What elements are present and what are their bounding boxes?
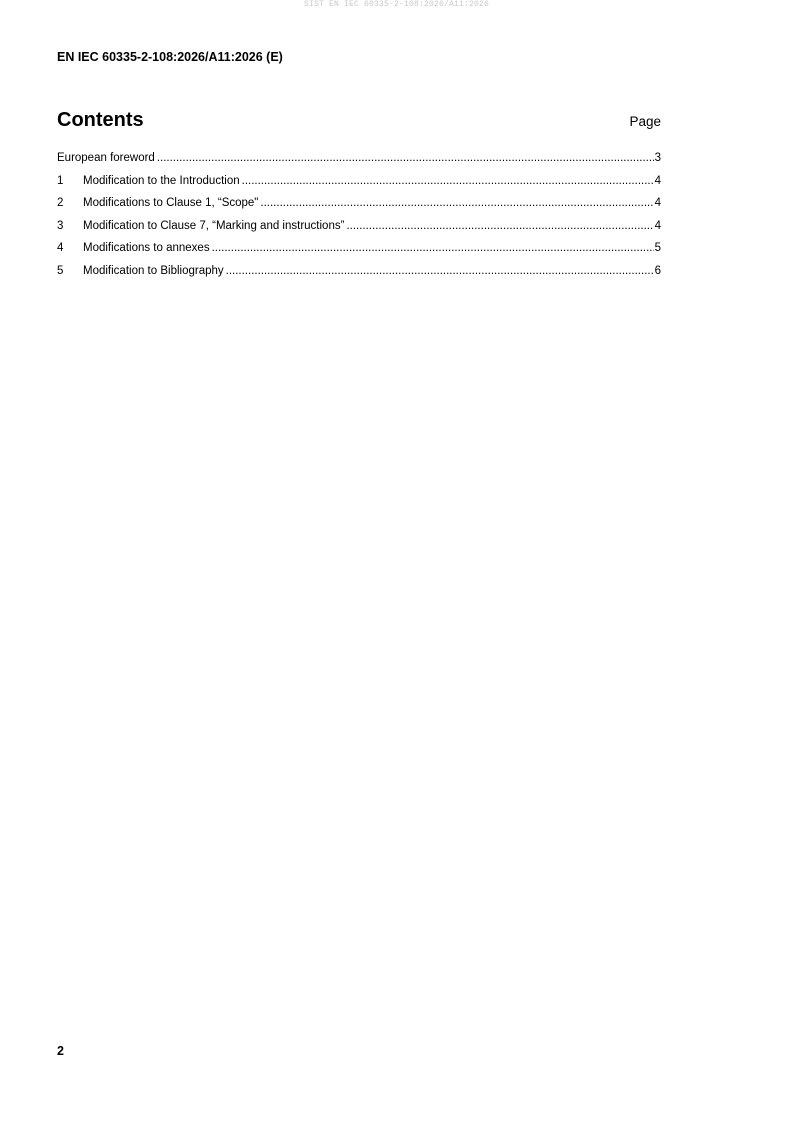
dot-leader bbox=[346, 218, 653, 234]
toc-entry-2[interactable] bbox=[57, 195, 661, 218]
contents-header bbox=[57, 107, 661, 133]
dot-leader bbox=[226, 263, 654, 279]
watermark: SIST EN IEC 60335-2-108:2026/A11:2026 bbox=[303, 0, 490, 9]
dot-leader bbox=[242, 173, 654, 189]
toc-entry-4[interactable] bbox=[57, 240, 661, 263]
table-of-contents bbox=[57, 150, 661, 286]
toc-entry-page: 4 bbox=[654, 174, 661, 187]
toc-entry-title: Modification to Clause 7, “Marking and instructions” bbox=[83, 219, 345, 232]
toc-entry-european-foreword[interactable] bbox=[57, 150, 661, 173]
toc-entry-title: Modification to Bibliography bbox=[83, 264, 224, 277]
toc-entry-number: 3 bbox=[57, 219, 64, 232]
toc-entry-title: European foreword bbox=[57, 152, 155, 164]
toc-entry-1[interactable] bbox=[57, 173, 661, 196]
dot-leader bbox=[157, 150, 654, 166]
toc-entry-title: Modification to the Introduction bbox=[83, 174, 240, 187]
page-number: 2 bbox=[57, 1044, 64, 1058]
toc-entry-5[interactable] bbox=[57, 263, 661, 286]
toc-entry-number: 1 bbox=[57, 174, 64, 187]
toc-entry-title: Modifications to Clause 1, “Scope" bbox=[83, 197, 259, 210]
dot-leader bbox=[212, 240, 654, 256]
toc-entry-page: 6 bbox=[654, 264, 661, 277]
toc-entry-page: 4 bbox=[654, 219, 661, 232]
toc-entry-title: Modifications to annexes bbox=[83, 242, 210, 255]
document-id: EN IEC 60335-2-108:2026/A11:2026 (E) bbox=[57, 50, 283, 64]
toc-entry-page: 3 bbox=[654, 152, 661, 164]
toc-entry-number: 2 bbox=[57, 197, 64, 210]
toc-entry-number: 5 bbox=[57, 264, 64, 277]
toc-entry-3[interactable] bbox=[57, 218, 661, 241]
contents-title: Contents bbox=[57, 109, 144, 131]
toc-entry-page: 4 bbox=[654, 197, 661, 210]
page-column-label: Page bbox=[629, 114, 661, 129]
toc-entry-number: 4 bbox=[57, 242, 64, 255]
toc-entry-page: 5 bbox=[654, 242, 661, 255]
dot-leader bbox=[260, 195, 653, 211]
